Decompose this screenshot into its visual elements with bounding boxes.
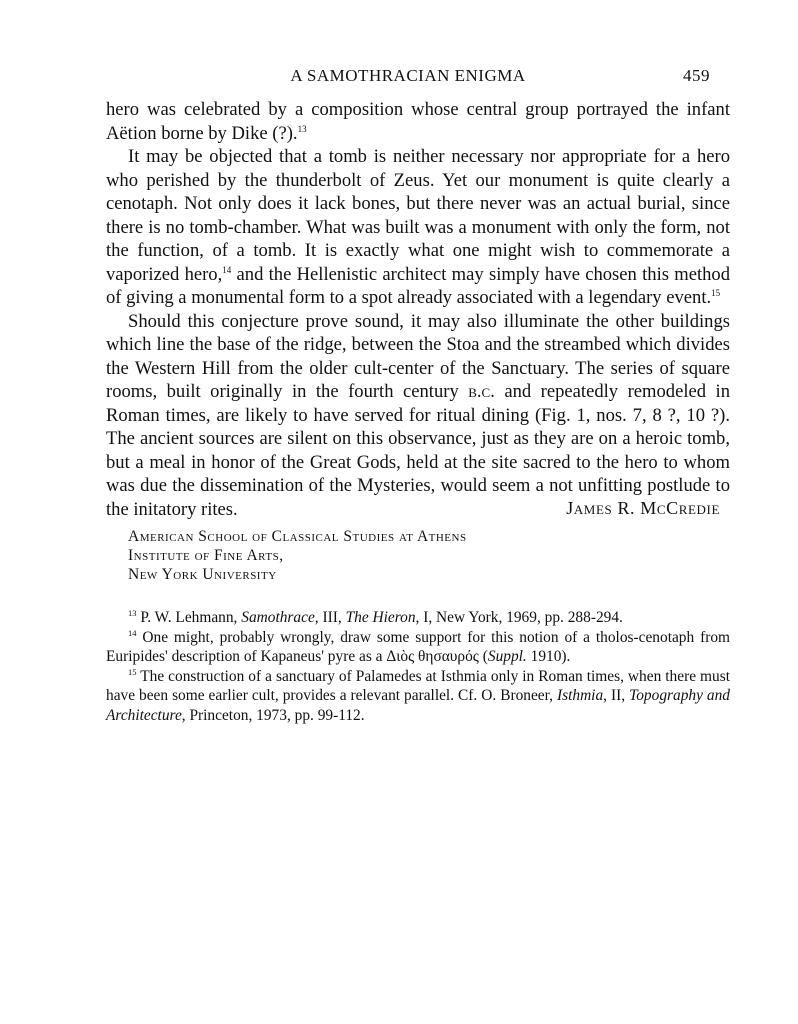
text-run: 1910). (526, 648, 571, 665)
paragraph (106, 310, 730, 522)
body-text (106, 98, 730, 521)
text-run: , III, (314, 609, 346, 626)
italic-text: The Hieron (345, 609, 416, 626)
text-run: , II, (603, 687, 630, 704)
text-run: The construction of a sanctuary of Palamedes at Isthmia only in Roman times, when there must have been some earlier cult, provides a relevant parallel. Cf. O. Broneer, (106, 667, 730, 704)
affiliation (128, 527, 467, 584)
text-run: One might, probably wrongly, draw some support for this notion of a tholos-cenotaph from Euripides' description of Kapaneus' pyre as a Διὸς θησαυρός ( (106, 628, 730, 665)
footnote-marker: 14 (128, 627, 137, 638)
affiliation-line: Institute of Fine Arts, (128, 547, 284, 564)
footnote-marker: 15 (128, 666, 137, 677)
affiliation-line: New York University (128, 566, 277, 583)
text-run: , Princeton, 1973, pp. 99-112. (181, 706, 365, 724)
paragraph (106, 145, 730, 310)
small-caps-text: b.c. (468, 381, 495, 402)
running-title: A SAMOTHRACIAN ENIGMA (290, 66, 526, 85)
text-run: and repeatedly remodeled in Roman times, are likely to have served for ritual dining (Fig. 1, nos. 7, 8 ?, 10 ?). The ancient sources are silent on this observance, just as they are on a heroic tomb, but a meal in honor of the Great Gods, held at the site sacred to the hero to whom was due the dissemination of the Mysteries, would seem a not unfitting postlude to the initatory rites. (106, 381, 730, 520)
italic-text: Isthmia (556, 687, 604, 704)
page-number: 459 (683, 66, 710, 85)
affiliation-line: American School of Classical Studies at Athens (128, 528, 467, 545)
italic-text: Suppl. (487, 648, 527, 665)
footnotes (106, 608, 730, 725)
text-run: hero was celebrated by a composition whose central group portrayed the infant Aëtion borne by Dike (?). (106, 99, 730, 144)
text-run: and the Hellenistic architect may simply have chosen this method of giving a monumental form to a spot already associated with a legendary event. (106, 263, 731, 308)
text-run: It may be objected that a tomb is neither necessary nor appropriate for a hero who perished by the thunderbolt of Zeus. Yet our monument is quite clearly a cenotaph. Not only does it lack bones, but there never was an actual burial, since there is no tomb-chamber. What was built was a monument with only the form, not the function, of a tomb. It is exactly what one might wish to commemorate a vaporized hero, (106, 146, 730, 285)
italic-text: Samothrace (241, 609, 315, 626)
footnote (106, 628, 730, 667)
footnote-marker: 15 (711, 288, 721, 298)
text-run: P. W. Lehmann, (136, 609, 242, 626)
italic-text: Topography and Architecture (106, 687, 730, 724)
author-name: James R. McCredie (566, 498, 720, 518)
paragraph (106, 98, 730, 145)
footnote (106, 667, 730, 726)
footnote (106, 608, 730, 628)
footnote-marker: 14 (222, 264, 232, 275)
text-run: , I, New York, 1969, pp. 288-294. (415, 609, 623, 626)
text-run: Should this conjecture prove sound, it may also illuminate the other buildings which line the base of the ridge, between the Stoa and the streambed which divides the Western Hill from the older cult-center of the Sanctuary. The series of square rooms, built originally in the fourth century (106, 310, 730, 402)
footnote-marker: 13 (297, 123, 307, 134)
footnote-marker: 13 (128, 608, 137, 618)
